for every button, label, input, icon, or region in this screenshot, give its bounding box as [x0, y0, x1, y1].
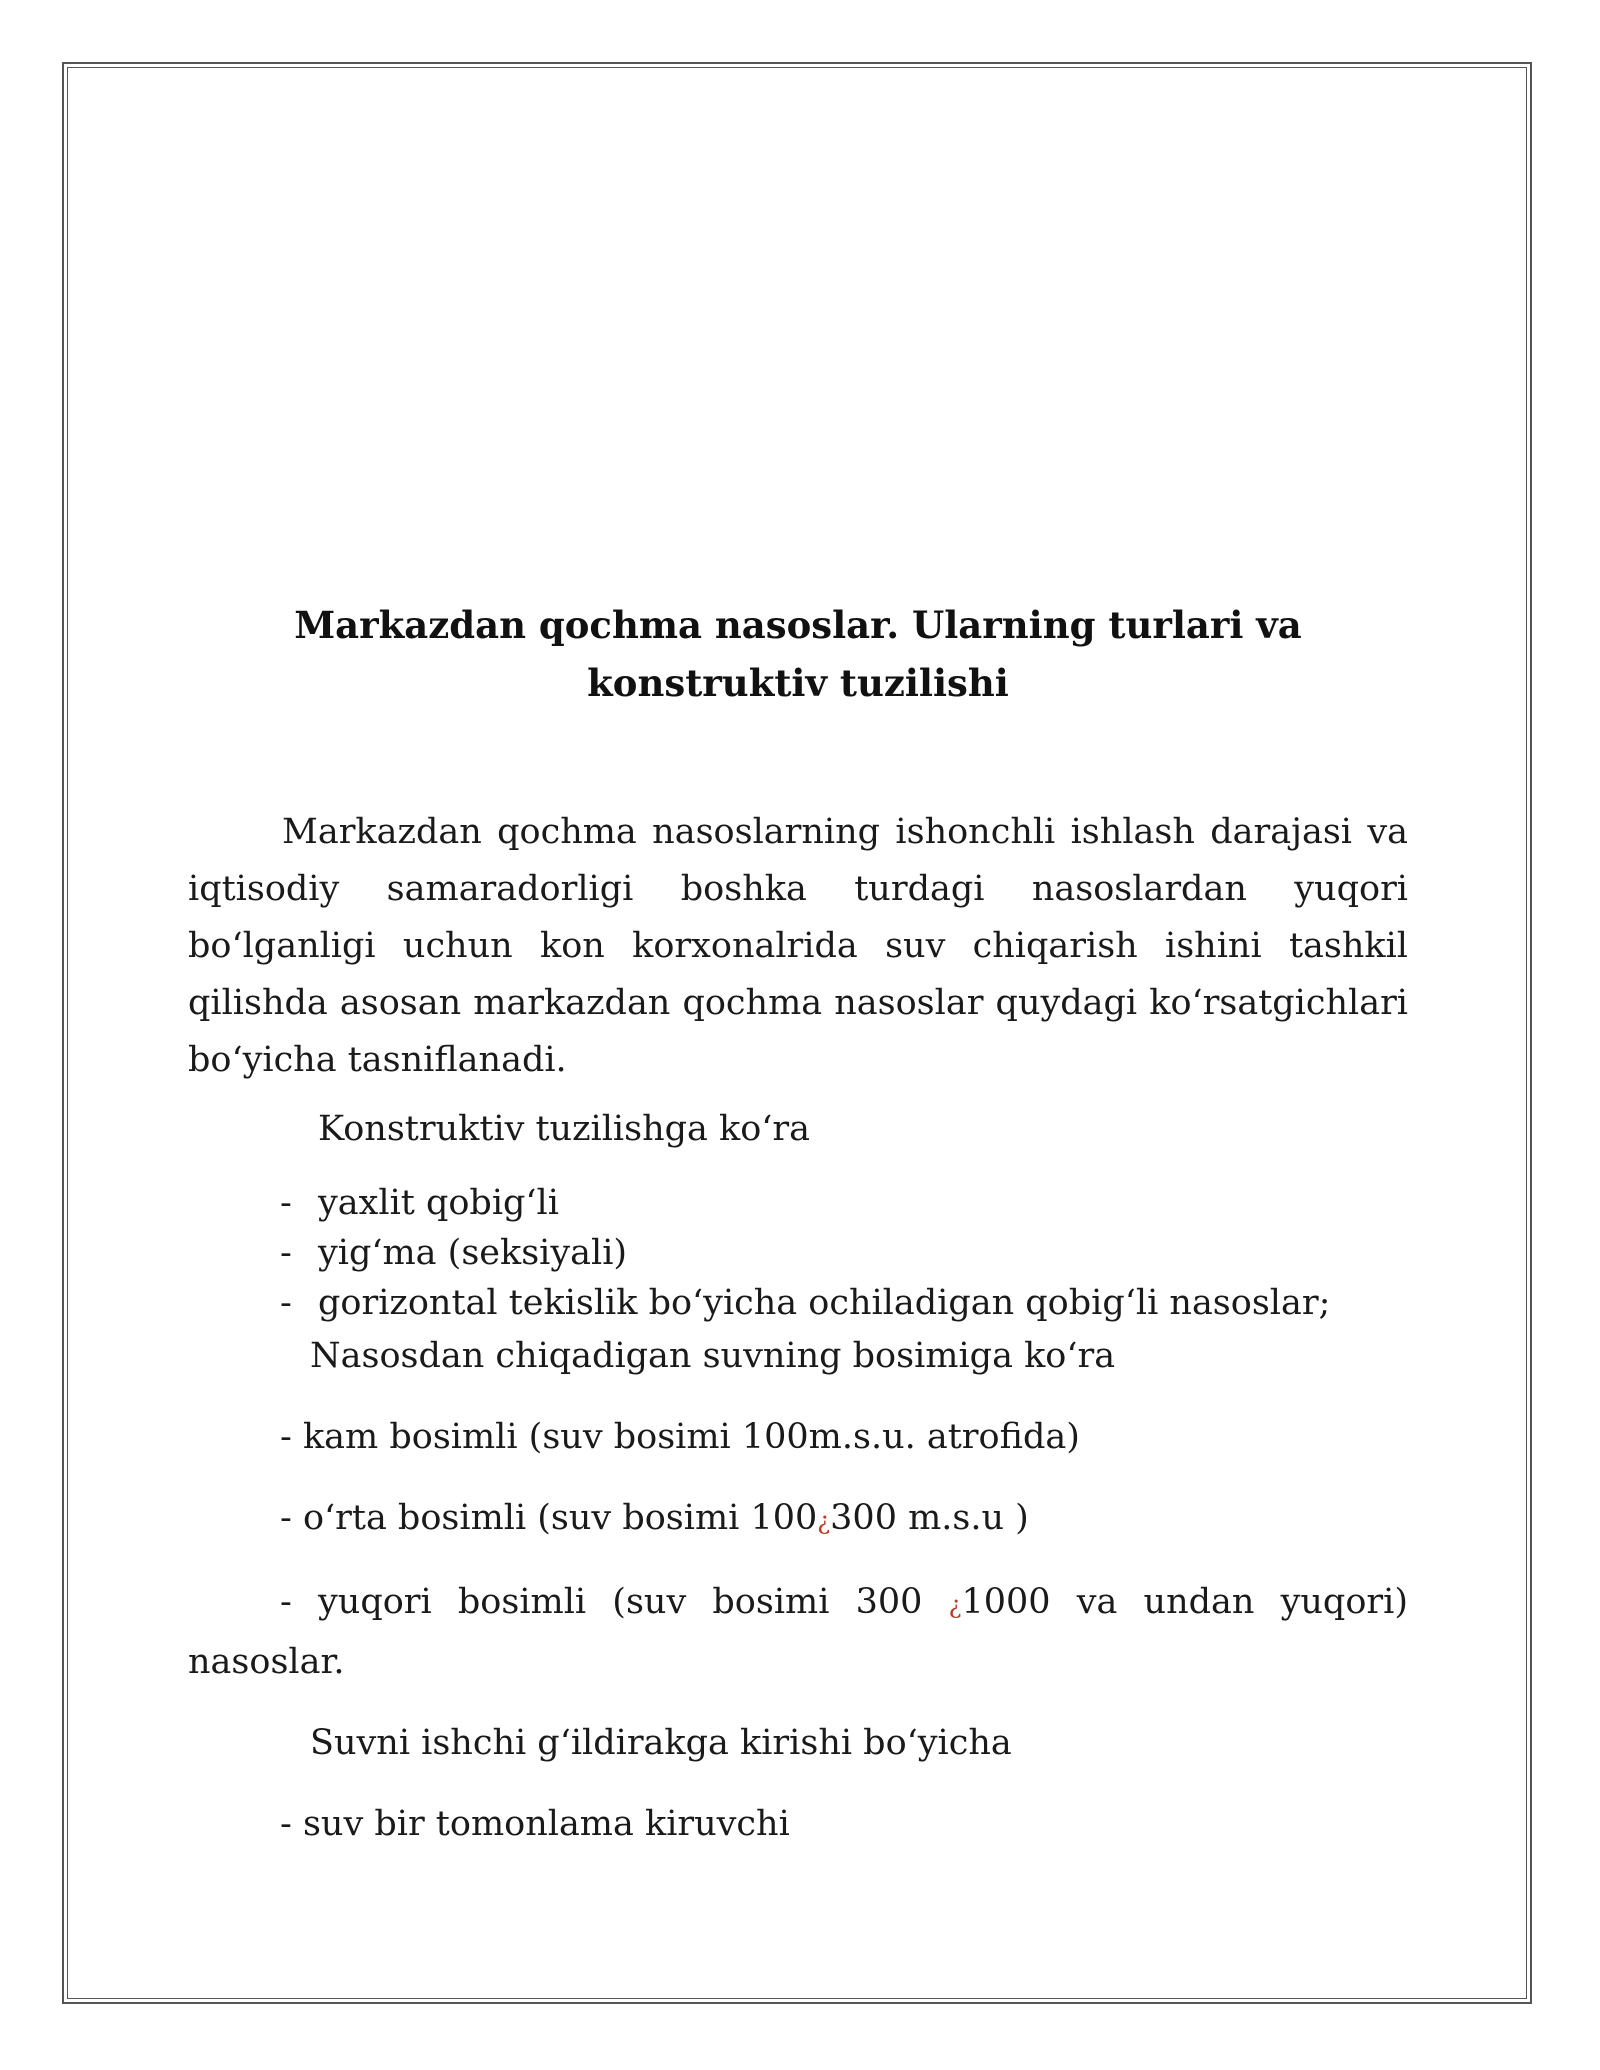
- inlet-item-one-side: - suv bir tomonlama kiruvchi: [280, 1804, 790, 1844]
- section-heading-construction: Konstruktiv tuzilishga ko‘ra: [318, 1109, 811, 1149]
- section-heading-pressure: Nasosdan chiqadigan suvning bosimiga ko‘ra: [310, 1336, 1116, 1376]
- missing-glyph-mark: ¿: [948, 1591, 962, 1619]
- pressure-item-medium: - o‘rta bosimli (suv bosimi 100¿300 m.s.u ): [280, 1498, 1029, 1538]
- pressure-item-low: - kam bosimli (suv bosimi 100m.s.u. atrofida): [280, 1417, 1080, 1457]
- document-body: [188, 596, 1408, 1853]
- list-item: - yaxlit qobig‘li: [280, 1183, 559, 1223]
- missing-glyph-mark: ¿: [817, 1507, 831, 1535]
- list-item: - yig‘ma (seksiyali): [280, 1233, 628, 1273]
- construction-list: [188, 1178, 1408, 1328]
- pressure-item-high: - yuqori bosimli (suv bosimi 300 ¿1000 va undan yuqori) nasoslar.: [188, 1582, 1408, 1682]
- section-heading-inlet: Suvni ishchi g‘ildirakga kirishi bo‘yicha: [310, 1723, 1012, 1763]
- intro-paragraph: Markazdan qochma nasoslarning ishonchli ishlash darajasi va iqtisodiy samaradorligi boshka turdagi nasoslardan yuqori bo‘lganligi uchun kon korxonalrida suv chiqarish ishini tashkil qilishda asosan markazdan qochma nasoslar quydagi ko‘rsatgichlari bo‘yicha tasniflanadi.: [188, 812, 1408, 1080]
- list-item: - gorizontal tekislik bo‘yicha ochiladigan qobig‘li nasoslar;: [280, 1283, 1331, 1323]
- document-title: Markazdan qochma nasoslar. Ularning turlari va konstruktiv tuzilishi: [294, 603, 1302, 705]
